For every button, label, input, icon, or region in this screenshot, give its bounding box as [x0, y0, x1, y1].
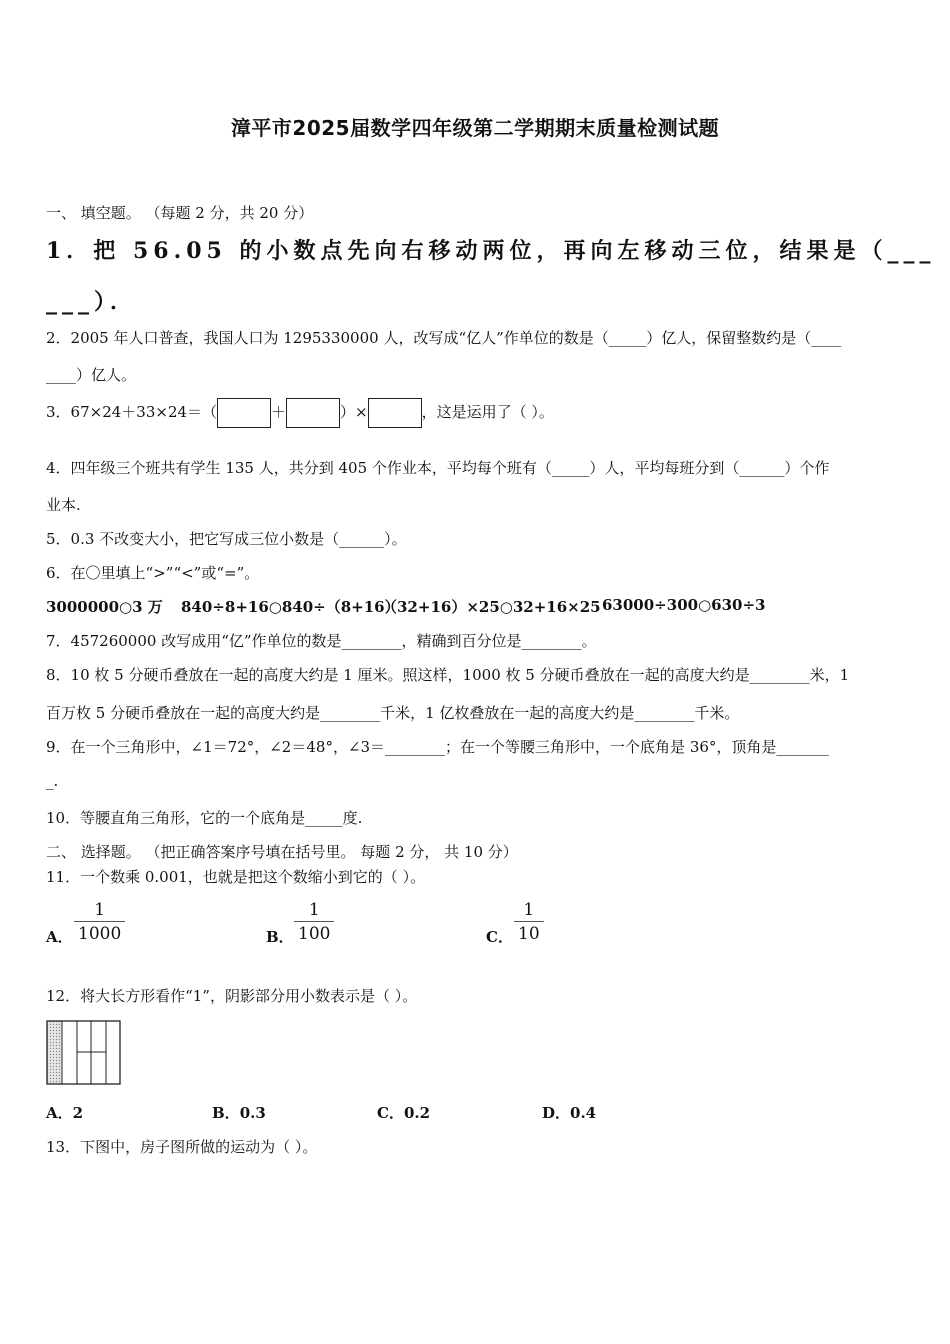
q12-option-d-label: D． [542, 1104, 571, 1122]
q11-option-b-fraction [294, 900, 334, 944]
q11-option-c-denominator: 10 [518, 924, 540, 944]
answer-box-2[interactable] [286, 398, 340, 428]
question-10: 10．等腰直角三角形，它的一个底角是_____度. [46, 809, 363, 827]
question-3-times: ）× [340, 403, 368, 421]
q11-option-a-numerator: 1 [94, 900, 106, 920]
question-12: 12．将大长方形看作“1”，阴影部分用小数表示是（ ）。 [46, 987, 418, 1005]
q12-option-a[interactable] [46, 1102, 83, 1123]
question-6: 6．在〇里填上“>”“<”或“=”。 [46, 564, 260, 582]
q12-option-b-value: 0.3 [239, 1104, 266, 1122]
q12-option-b-label: B． [212, 1104, 240, 1122]
question-1-line-2: ___）． [46, 289, 138, 315]
q11-option-c-label[interactable]: C． [486, 928, 513, 946]
fraction-bar [514, 921, 544, 922]
q12-option-c-label: C． [377, 1104, 404, 1122]
q11-option-b-label[interactable]: B． [266, 928, 294, 946]
q12-option-c-value: 0.2 [403, 1104, 431, 1122]
answer-box-3[interactable] [368, 398, 422, 428]
question-7: 7．457260000 改写成用“亿”作单位的数是________，精确到百分位是________。 [46, 632, 597, 650]
section-1-heading: 一、 填空题。 （每题 2 分，共 20 分） [46, 204, 314, 222]
question-4-line-2: 业本. [46, 496, 81, 514]
q11-option-b-numerator: 1 [308, 900, 320, 920]
q12-option-d[interactable] [542, 1102, 596, 1123]
question-2-line-2: ____）亿人。 [46, 366, 137, 384]
question-3-prefix: 3．67×24＋33×24＝（ [46, 403, 218, 421]
q12-option-c[interactable] [377, 1102, 430, 1123]
question-4-line-1: 4．四年级三个班共有学生 135 人，共分到 405 个作业本，平均每个班有（_____）人，平均每班分到（______）个作 [46, 459, 830, 477]
section-2-heading: 二、 选择题。 （把正确答案序号填在括号里。 每题 2 分， 共 10 分） [46, 843, 518, 861]
question-1-line-1: 1．把 56.05 的小数点先向右移动两位，再向左移动三位，结果是（___ [46, 238, 936, 264]
answer-box-1[interactable] [217, 398, 271, 428]
question-8-line-1: 8．10 枚 5 分硬币叠放在一起的高度大约是 1 厘米。照这样，1000 枚 5 分硬币叠放在一起的高度大约是________米，1 [46, 666, 850, 684]
q12-option-d-value: 0.4 [570, 1104, 597, 1122]
question-3-plus: ＋ [271, 403, 287, 421]
q11-option-a-fraction [74, 900, 125, 944]
question-5: 5．0.3 不改变大小，把它写成三位小数是（______）。 [46, 530, 407, 548]
question-3-suffix: ，这是运用了（ ）。 [421, 403, 554, 421]
question-3 [46, 396, 554, 428]
q11-option-b-denominator: 100 [298, 924, 331, 944]
fraction-bar [294, 921, 334, 922]
q12-option-a-label: A． [46, 1104, 73, 1122]
question-6-item-2: 840÷8+16○840÷（8+16） [181, 598, 400, 616]
q11-option-a-label[interactable]: A． [46, 928, 73, 946]
q11-option-c-numerator: 1 [523, 900, 535, 920]
rectangle-shaded-diagram [46, 1020, 122, 1086]
fraction-bar [74, 921, 125, 922]
question-2-line-1: 2．2005 年人口普查，我国人口为 1295330000 人，改写成“亿人”作单位的数是（_____）亿人，保留整数约是（____ [46, 329, 842, 347]
page-title: 漳平市2025届数学四年级第二学期期末质量检测试题 [230, 116, 720, 140]
shaded-strip [47, 1021, 62, 1084]
q11-option-a-denominator: 1000 [78, 924, 122, 944]
q11-option-c-fraction [514, 900, 544, 944]
question-13: 13．下图中，房子图所做的运动为（ ）。 [46, 1138, 318, 1156]
question-6-item-4: 63000÷300○630÷3 [602, 596, 766, 614]
q12-option-a-value: 2 [72, 1104, 84, 1122]
question-6-item-3: （32+16）×25○32+16×25 [382, 598, 601, 616]
question-6-item-1: 3000000○3 万 [46, 598, 163, 616]
q12-option-b[interactable] [212, 1102, 266, 1123]
question-11: 11．一个数乘 0.001，也就是把这个数缩小到它的（ ）。 [46, 868, 426, 886]
question-9-line-2: _. [46, 772, 59, 790]
question-9-line-1: 9．在一个三角形中，∠1＝72°，∠2＝48°，∠3＝________；在一个等腰三角形中，一个底角是 36°，顶角是_______ [46, 738, 829, 756]
question-8-line-2: 百万枚 5 分硬币叠放在一起的高度大约是________千米，1 亿枚叠放在一起的高度大约是________千米。 [46, 704, 740, 722]
